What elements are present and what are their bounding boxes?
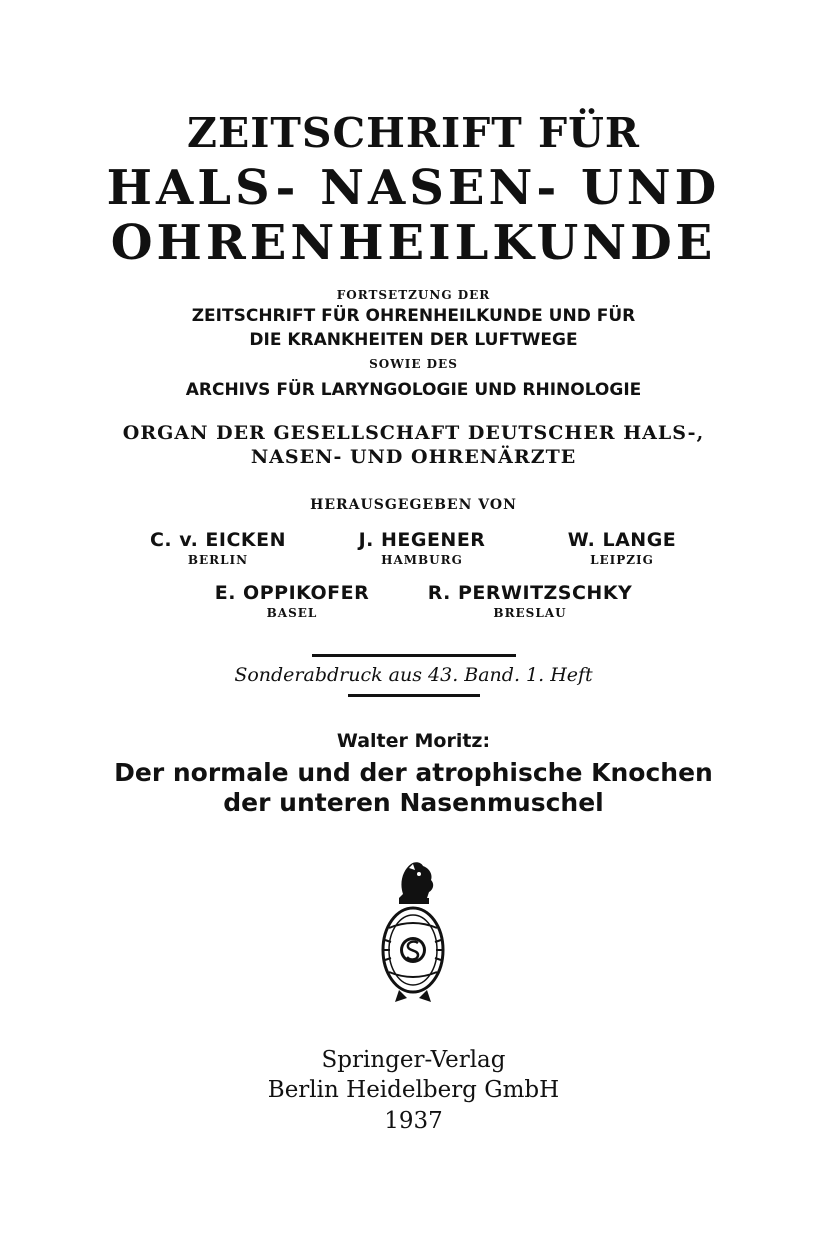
journal-title-line1: ZEITSCHRIFT FÜR [187,109,640,157]
editors-label: HERAUSGEGEBEN VON [310,497,517,513]
publisher-name: Springer-Verlag [321,1047,506,1073]
journal-title-line3: OHRENHEILKUNDE [110,215,717,271]
organ-line1: ORGAN DER GESELLSCHAFT DEUTSCHER HALS-, [122,422,705,444]
organ-line2: NASEN- UND OHRENÄRZTE [250,446,577,468]
article-author: Walter Moritz: [336,730,491,752]
article-title-line2: der unteren Nasenmuschel [223,788,604,817]
subtitle-line2: DIE KRANKHEITEN DER LUFTWEGE [249,330,578,350]
article-title-line1: Der normale und der atrophische Knochen [114,758,713,787]
editor-name: R. PERWITZSCHKY [427,582,633,604]
divider-top [312,654,516,657]
publication-year: 1937 [384,1108,443,1134]
divider-bottom [348,694,480,697]
editor-name: W. LANGE [567,529,677,551]
publisher-location: Berlin Heidelberg GmbH [267,1077,560,1103]
continuation-label: FORTSETZUNG DER [336,288,491,302]
editor-name: E. OPPIKOFER [214,582,370,604]
subtitle-line3: ARCHIVS FÜR LARYNGOLOGIE UND RHINOLOGIE [185,380,642,400]
editor-lange [492,528,752,568]
editor-name: J. HEGENER [358,529,486,551]
subtitle-line1: ZEITSCHRIFT FÜR OHRENHEILKUNDE UND FÜR [191,306,636,326]
editor-oppikofer [162,581,422,621]
springer-knight-icon [369,858,457,1004]
journal-title-line2: HALS- NASEN- UND [106,160,721,216]
editor-perwitzschky [400,581,660,621]
editor-city: BASEL [266,606,318,620]
editor-city: LEIPZIG [590,553,654,567]
offprint-note: Sonderabdruck aus 43. Band. 1. Heft [234,664,593,686]
editor-city: HAMBURG [381,553,463,567]
editor-name: C. v. EICKEN [149,529,287,551]
sowie-label: SOWIE DES [369,357,458,371]
editor-city: BERLIN [187,553,249,567]
editor-city: BRESLAU [493,606,567,620]
